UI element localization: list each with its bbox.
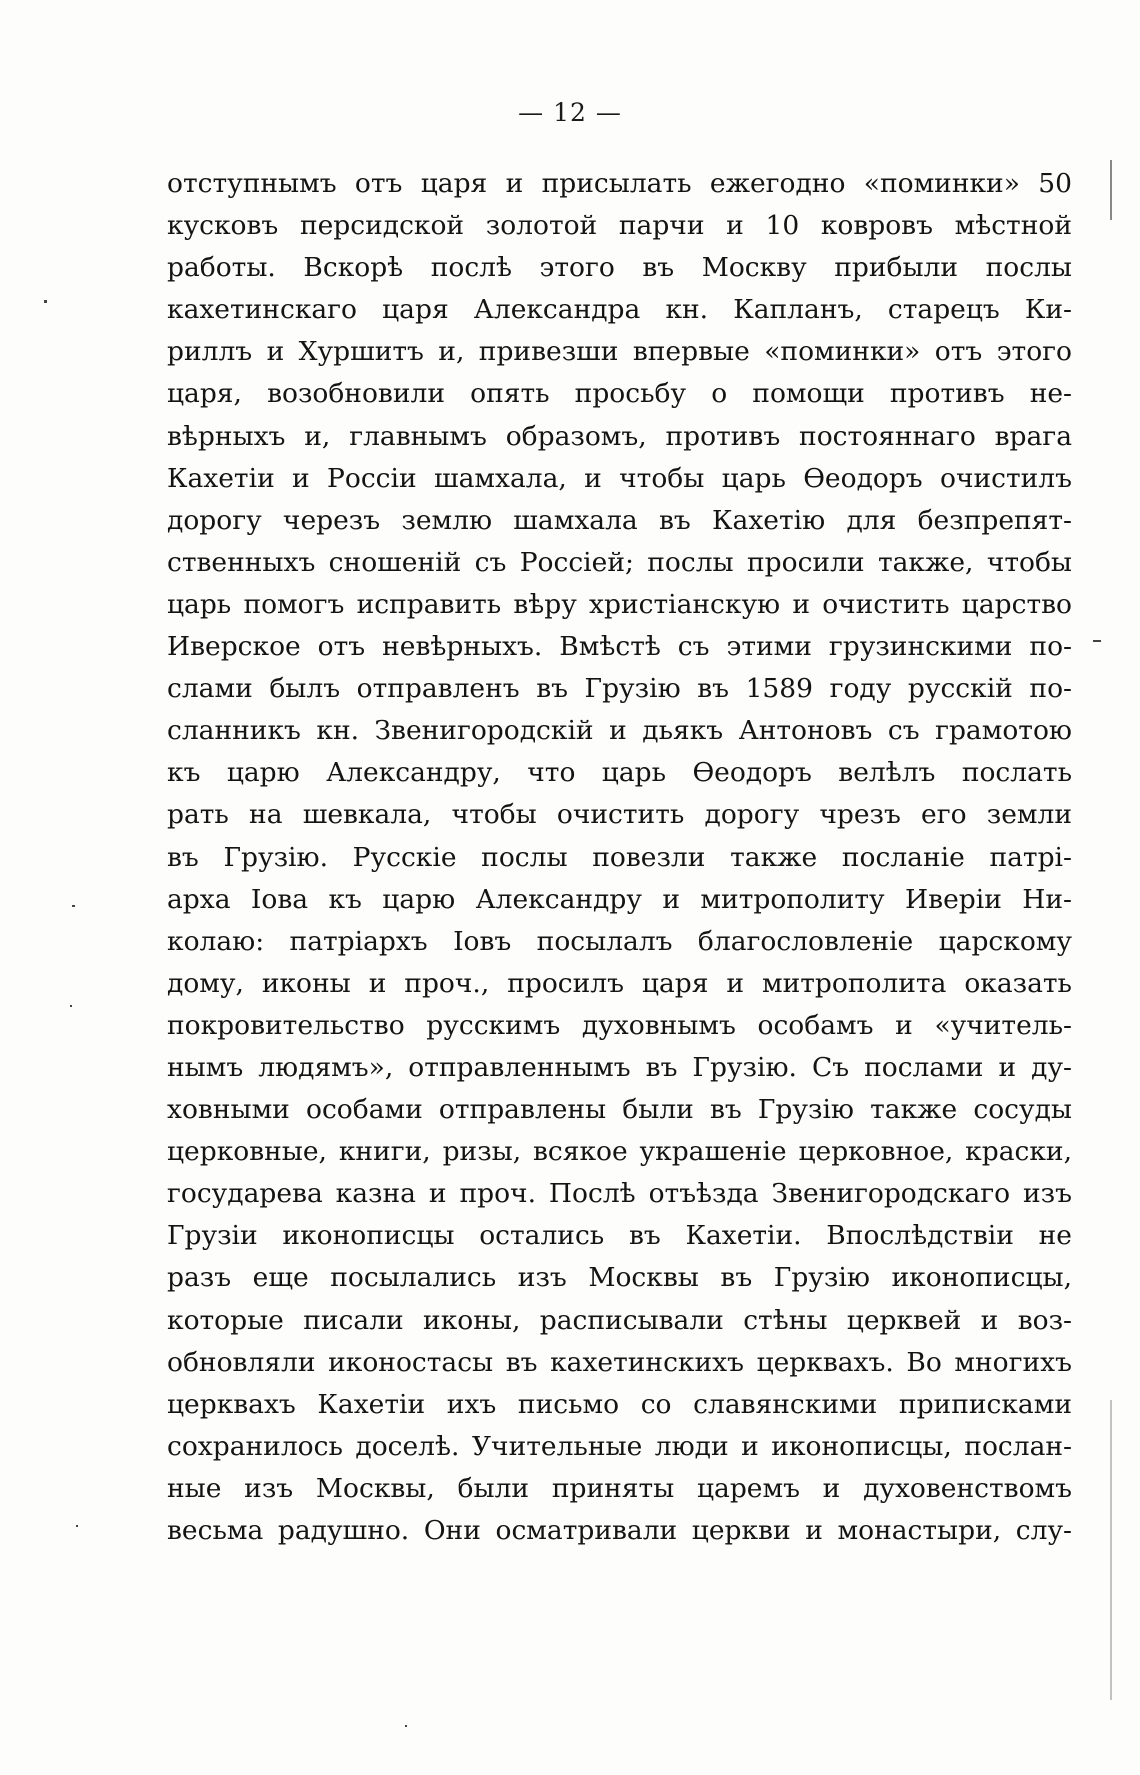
text-line: ховными особами отправлены были въ Грузію также сосуды (167, 1094, 1072, 1126)
text-line: Иверское отъ невѣрныхъ. Вмѣстѣ съ этими грузинскими по- (167, 631, 1072, 663)
text-line: которые писали иконы, расписывали стѣны церквей и воз- (167, 1304, 1072, 1336)
text-line: рать на шевкала, чтобы очистить дорогу чрезъ его земли (167, 799, 1072, 831)
text-line: Грузіи иконописцы остались въ Кахетіи. Впослѣдствіи не (167, 1220, 1072, 1252)
text-line: колаю: патріархъ Іовъ посылалъ благословленіе царскому (167, 925, 1072, 957)
text-line: царя, возобновили опять просьбу о помощи противъ не- (167, 378, 1072, 410)
text-line: вѣрныхъ и, главнымъ образомъ, противъ постояннаго врага (167, 420, 1072, 452)
scan-speck (72, 905, 75, 907)
scan-speck (405, 1725, 407, 1727)
text-line: сланникъ кн. Звенигородскій и дьякъ Антоновъ съ грамотою (167, 715, 1072, 747)
text-line: работы. Вскорѣ послѣ этого въ Москву прибыли послы (167, 252, 1072, 284)
scan-speck (44, 300, 47, 303)
text-line: церквахъ Кахетіи ихъ письмо со славянскими приписками (167, 1388, 1072, 1420)
scan-speck (70, 1005, 72, 1007)
text-line: отступнымъ отъ царя и присылать ежегодно «поминки» 50 (167, 168, 1072, 199)
text-line: обновляли иконостасы въ кахетинскихъ церквахъ. Во многихъ (167, 1346, 1072, 1378)
text-line: дорогу черезъ землю шамхала въ Кахетію для безпрепят- (167, 504, 1072, 536)
text-line: покровительство русскимъ духовнымъ особамъ и «учитель- (167, 1009, 1072, 1041)
text-line: кусковъ персидской золотой парчи и 10 ковровъ мѣстной (167, 210, 1072, 242)
text-line: весьма радушно. Они осматривали церкви и монастыри, слу- (167, 1515, 1072, 1546)
text-line: Кахетіи и Россіи шамхала, и чтобы царь Ѳеодоръ очистилъ (167, 462, 1072, 494)
text-line: кахетинскаго царя Александра кн. Капланъ, старецъ Ки- (167, 294, 1072, 326)
text-line: къ царю Александру, что царь Ѳеодоръ велѣлъ послать (167, 757, 1072, 789)
text-line: государева казна и проч. Послѣ отъѣзда Звенигородскаго изъ (167, 1178, 1072, 1210)
text-line: арха Іова къ царю Александру и митрополиту Иверіи Ни- (167, 883, 1072, 915)
text-line: риллъ и Хуршитъ и, привезши впервые «поминки» отъ этого (167, 336, 1072, 368)
text-line: нымъ людямъ», отправленнымъ въ Грузію. Съ послами и ду- (167, 1051, 1072, 1083)
text-line: царь помогъ исправить вѣру христіанскую и очистить царство (167, 588, 1072, 620)
body-text (167, 163, 1072, 1552)
text-line: сохранилось доселѣ. Учительные люди и иконописцы, послан- (167, 1430, 1072, 1462)
text-line: въ Грузію. Русскіе послы повезли также посланіе патрі- (167, 841, 1072, 873)
text-line: ные изъ Москвы, были приняты царемъ и духовенствомъ (167, 1472, 1072, 1504)
page-number: — 12 — (518, 98, 622, 127)
text-line: дому, иконы и проч., просилъ царя и митрополита оказать (167, 967, 1072, 999)
text-line: разъ еще посылались изъ Москвы въ Грузію иконописцы, (167, 1262, 1072, 1294)
scan-edge-mark (1110, 160, 1112, 220)
text-line: церковные, книги, ризы, всякое украшеніе церковное, краски, (167, 1136, 1072, 1168)
scan-edge-mark (1110, 1400, 1112, 1700)
text-line: ственныхъ сношеній съ Россіей; послы просили также, чтобы (167, 546, 1072, 578)
scan-speck (1093, 640, 1101, 642)
text-line: слами былъ отправленъ въ Грузію въ 1589 году русскій по- (167, 673, 1072, 705)
scan-speck (76, 1525, 78, 1527)
